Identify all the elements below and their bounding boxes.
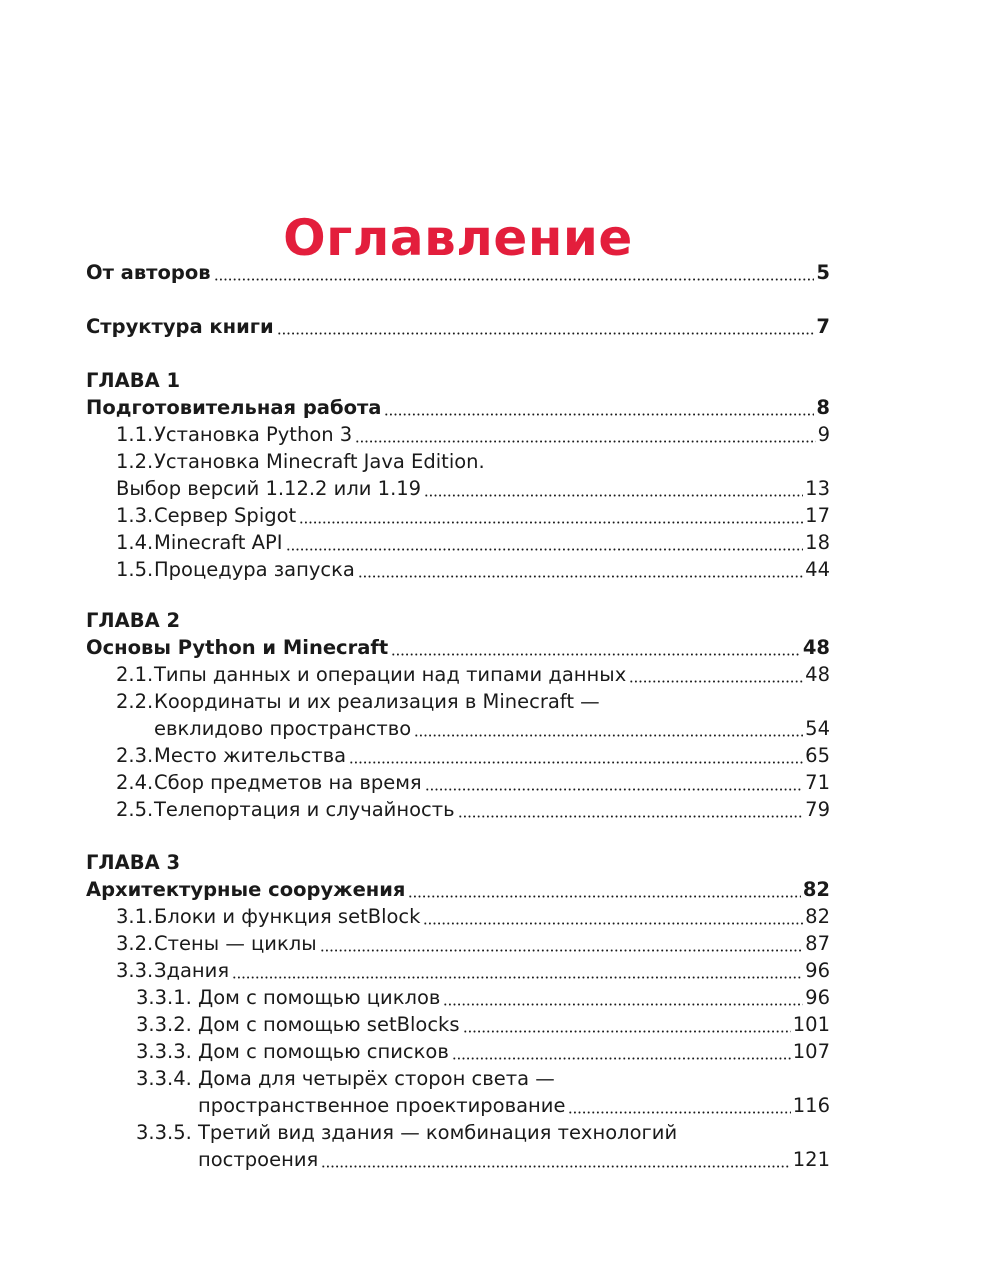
dot-leader	[443, 1003, 803, 1006]
toc-page-number: 79	[805, 798, 830, 821]
toc-entry-text: Выбор версий 1.12.2 или 1.19	[116, 477, 422, 500]
section-number: 2.1.	[116, 663, 154, 686]
toc-entry-text: Процедура запуска	[154, 558, 355, 581]
section-number: 3.3.1.	[136, 986, 192, 1009]
toc-entry-chapter-title[interactable]	[86, 876, 830, 903]
toc-entry-text: Структура книги	[86, 315, 274, 338]
dot-leader	[423, 922, 803, 925]
toc-entry-text: построения	[198, 1148, 319, 1171]
toc-entry-section[interactable]	[116, 903, 830, 930]
toc-page-number: 71	[805, 771, 830, 794]
toc-entry-section[interactable]	[116, 448, 830, 475]
toc-entry-text: Телепортация и случайность	[154, 798, 455, 821]
section-number: 1.3.	[116, 504, 154, 527]
toc-entry-continuation[interactable]	[198, 1092, 830, 1119]
dot-leader	[424, 494, 803, 497]
toc-entry-section[interactable]	[116, 930, 830, 957]
toc-entry-from-authors[interactable]	[86, 259, 830, 286]
dot-leader	[452, 1057, 791, 1060]
toc-entry-text: Основы Python и Minecraft	[86, 636, 389, 659]
toc-entry-section[interactable]	[116, 421, 830, 448]
toc-page-number: 87	[805, 932, 830, 955]
dot-leader	[568, 1111, 790, 1114]
toc-page-number: 116	[792, 1094, 830, 1117]
toc-entry-text: Дом с помощью списков	[198, 1040, 449, 1063]
dot-leader	[463, 1030, 791, 1033]
toc-entry-text: Установка Python 3	[154, 423, 353, 446]
toc-entry-section[interactable]	[116, 796, 830, 823]
toc-entry-text: Дом с помощью setBlocks	[198, 1013, 460, 1036]
section-number: 1.1.	[116, 423, 154, 446]
toc-page-number: 65	[805, 744, 830, 767]
toc-entry-section[interactable]	[116, 957, 830, 984]
dot-leader	[355, 440, 815, 443]
dot-leader	[232, 976, 803, 979]
toc-entry-text: Архитектурные сооружения	[86, 878, 406, 901]
toc-entry-subsection[interactable]	[136, 1065, 830, 1092]
section-number: 3.2.	[116, 932, 154, 955]
toc-entry-text: От авторов	[86, 261, 211, 284]
toc-entry-text: Координаты и их реализация в Minecraft —	[154, 690, 600, 713]
section-number: 3.3.3.	[136, 1040, 192, 1063]
toc-page-number: 9	[817, 423, 830, 446]
toc-entry-text: Установка Minecraft Java Edition.	[154, 450, 485, 473]
toc-entry-text: Дом с помощью циклов	[198, 986, 441, 1009]
dot-leader	[629, 680, 803, 683]
dot-leader	[321, 1165, 791, 1168]
toc-page-number: 44	[805, 558, 830, 581]
page-title: Оглавление	[283, 208, 633, 267]
toc-entry-continuation[interactable]	[198, 1146, 830, 1173]
chapter-label: ГЛАВА 1	[86, 369, 181, 392]
section-number: 3.3.2.	[136, 1013, 192, 1036]
toc-entry-text: евклидово пространство	[154, 717, 412, 740]
toc-entry-text: Блоки и функция setBlock	[154, 905, 421, 928]
toc-entry-text: Место жительства	[154, 744, 347, 767]
toc-page-number: 107	[792, 1040, 830, 1063]
toc-entry-chapter-title[interactable]	[86, 634, 830, 661]
toc-entry-text: Дома для четырёх сторон света —	[198, 1067, 555, 1090]
dot-leader	[391, 653, 801, 656]
toc-page-number: 48	[805, 663, 830, 686]
dot-leader	[299, 521, 803, 524]
section-number: 1.2.	[116, 450, 154, 473]
dot-leader	[358, 575, 803, 578]
section-number: 3.3.5.	[136, 1121, 192, 1144]
toc-entry-section[interactable]	[116, 556, 830, 583]
dot-leader	[277, 332, 815, 335]
toc-entry-section[interactable]	[116, 688, 830, 715]
section-number: 2.4.	[116, 771, 154, 794]
toc-page-number: 7	[816, 315, 830, 338]
toc-entry-book-structure[interactable]	[86, 313, 830, 340]
toc-entry-text: Сбор предметов на время	[154, 771, 422, 794]
toc-page-number: 48	[802, 636, 830, 659]
dot-leader	[425, 788, 804, 791]
toc-page-number: 54	[805, 717, 830, 740]
toc-page-number: 82	[805, 905, 830, 928]
toc-entry-continuation[interactable]	[116, 475, 830, 502]
dot-leader	[414, 734, 803, 737]
section-number: 3.3.4.	[136, 1067, 192, 1090]
toc-entry-section[interactable]	[116, 769, 830, 796]
toc-entry-text: Minecraft API	[154, 531, 283, 554]
dot-leader	[408, 895, 800, 898]
toc-entry-text: Третий вид здания — комбинация технологий	[198, 1121, 678, 1144]
toc-page-number: 96	[805, 959, 830, 982]
toc-page-number: 101	[792, 1013, 830, 1036]
toc-entry-section[interactable]	[116, 529, 830, 556]
chapter-label: ГЛАВА 2	[86, 609, 181, 632]
section-number: 3.3.	[116, 959, 154, 982]
toc-entry-text: Типы данных и операции над типами данных	[154, 663, 627, 686]
dot-leader	[458, 815, 804, 818]
toc-entry-text: Здания	[154, 959, 230, 982]
toc-entry-subsection[interactable]	[136, 984, 830, 1011]
toc-page-number: 121	[792, 1148, 830, 1171]
toc-entry-section[interactable]	[116, 742, 830, 769]
toc-page-number: 96	[805, 986, 830, 1009]
toc-page-number: 18	[805, 531, 830, 554]
section-number: 3.1.	[116, 905, 154, 928]
section-number: 1.5.	[116, 558, 154, 581]
toc-entry-text: Подготовительная работа	[86, 396, 382, 419]
section-number: 1.4.	[116, 531, 154, 554]
chapter-label: ГЛАВА 3	[86, 851, 181, 874]
toc-page-number: 17	[805, 504, 830, 527]
toc-entry-text: Стены — циклы	[154, 932, 317, 955]
section-number: 2.2.	[116, 690, 154, 713]
section-number: 2.5.	[116, 798, 154, 821]
dot-leader	[320, 949, 804, 952]
toc-entry-subsection[interactable]	[136, 1038, 830, 1065]
toc-entry-section[interactable]	[116, 502, 830, 529]
toc-entry-subsection[interactable]	[136, 1011, 830, 1038]
toc-entry-continuation[interactable]	[154, 715, 830, 742]
dot-leader	[384, 413, 814, 416]
toc-page-number: 8	[816, 396, 830, 419]
toc-entry-text: пространственное проектирование	[198, 1094, 566, 1117]
toc-entry-text: Сервер Spigot	[154, 504, 297, 527]
toc-entry-section[interactable]	[116, 661, 830, 688]
toc-page-number: 82	[802, 878, 830, 901]
toc-entry-subsection[interactable]	[136, 1119, 830, 1146]
toc-page-number: 5	[816, 261, 830, 284]
toc-page-number: 13	[805, 477, 830, 500]
section-number: 2.3.	[116, 744, 154, 767]
dot-leader	[214, 278, 815, 281]
dot-leader	[349, 761, 803, 764]
table-of-contents	[86, 0, 830, 1287]
dot-leader	[286, 548, 804, 551]
toc-entry-chapter-title[interactable]	[86, 394, 830, 421]
